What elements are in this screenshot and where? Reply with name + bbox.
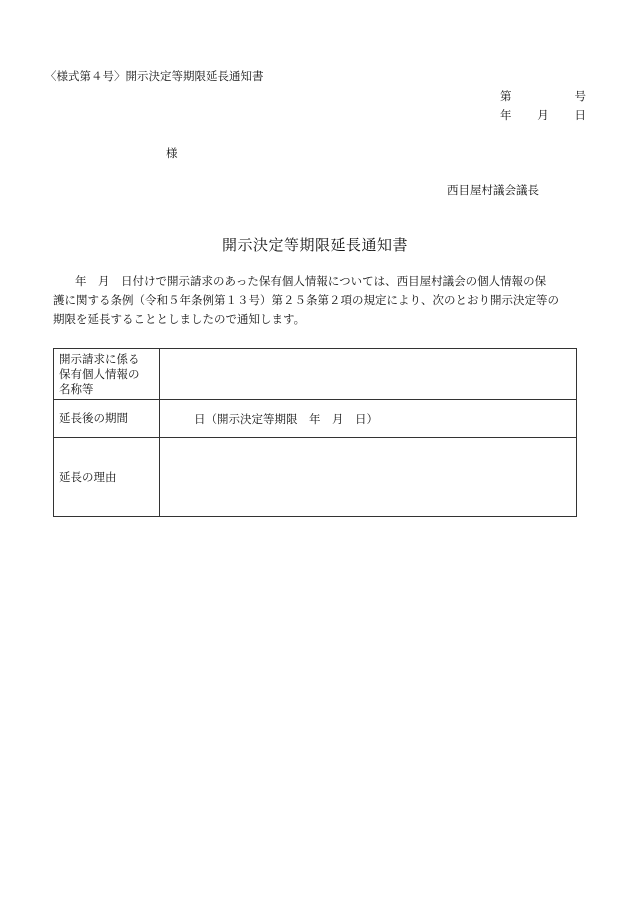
period-value-text: 日（開示決定等期限 年 月 日） xyxy=(194,411,378,426)
date-month: 月 xyxy=(537,108,549,122)
document-number xyxy=(500,88,586,104)
document-date xyxy=(500,107,586,123)
number-suffix: 号 xyxy=(574,89,586,103)
label-line: 延長の理由 xyxy=(59,469,117,484)
table-row-extension-reason xyxy=(54,438,577,517)
requested-info-value xyxy=(160,349,577,400)
issuer-name: 西目屋村議会議長 xyxy=(447,183,539,197)
extension-reason-value xyxy=(160,438,577,517)
document-title: 開示決定等期限延長通知書 xyxy=(221,236,408,254)
notice-body xyxy=(53,272,590,329)
extended-period-label xyxy=(54,400,160,438)
table-row-requested-info xyxy=(54,349,577,400)
date-day: 日 xyxy=(574,108,586,122)
extension-reason-label xyxy=(54,438,160,517)
label-line: 開示請求に係る xyxy=(59,351,140,366)
label-line: 延長後の期間 xyxy=(59,411,128,425)
form-identifier: 〈様式第４号〉開示決定等期限延長通知書 xyxy=(45,69,264,83)
label-line: 名称等 xyxy=(59,381,94,396)
body-line: 護に関する条例（令和５年条例第１３号）第２５条第２項の規定により、次のとおり開示決定等の xyxy=(53,293,559,307)
body-line: 年 月 日付けで開示請求のあった保有個人情報については、西目屋村議会の個人情報の保 xyxy=(75,274,547,288)
extended-period-value xyxy=(160,400,577,438)
extension-details-table xyxy=(53,348,577,517)
number-prefix: 第 xyxy=(500,89,512,103)
recipient-honorific: 様 xyxy=(166,146,178,160)
requested-info-label xyxy=(54,349,160,400)
label-line: 保有個人情報の xyxy=(59,366,140,381)
body-line: 期限を延長することとしましたので通知します。 xyxy=(53,312,306,326)
table-row-extended-period xyxy=(54,400,577,438)
date-year: 年 xyxy=(500,108,512,122)
